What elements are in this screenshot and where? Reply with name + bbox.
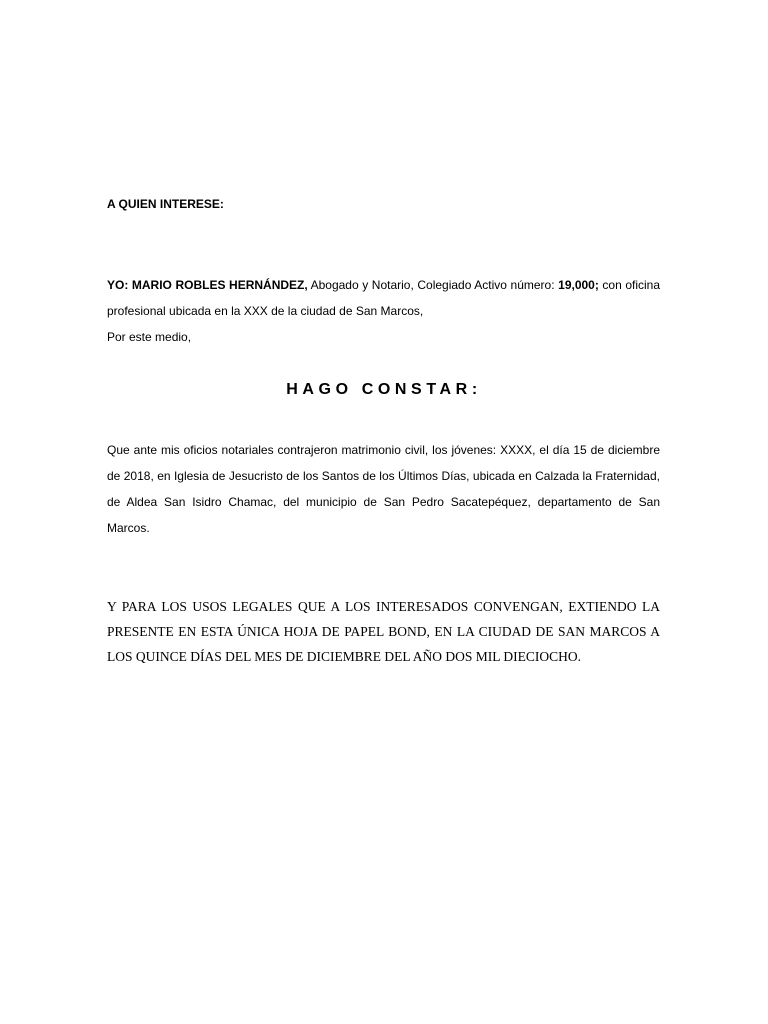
page-title: HAGO CONSTAR: xyxy=(286,381,482,398)
body-paragraph xyxy=(107,437,660,541)
intro-paragraph xyxy=(107,272,660,350)
registration-number: 19,000; xyxy=(558,278,599,292)
closing-text: Y PARA LOS USOS LEGALES QUE A LOS INTERESADOS CONVENGAN, EXTIENDO LA PRESENTE EN ESTA ÚNICA HOJA DE PAPEL BOND, EN LA CIUDAD DE SAN MARCOS A LOS QUINCE DÍAS DEL MES DE DICIEMBRE DEL AÑO DOS MIL DIECIOCHO. xyxy=(107,599,660,664)
por-este-medio: Por este medio, xyxy=(107,330,192,344)
closing-paragraph xyxy=(107,594,660,669)
office-location: con oficina profesional ubicada en la XXX de la ciudad de San Marcos, xyxy=(107,278,661,318)
body-text: Que ante mis oficios notariales contrajeron matrimonio civil, los jóvenes: XXXX, el día 15 de diciembre de 2018, en Iglesia de Jesucristo de los Santos de los Últimos Días, ubicada en Calzada la Fraternidad, de Aldea San Isidro Chamac, del municipio de San Pedro Sacatepéquez, departamento de San Marcos. xyxy=(107,443,660,535)
intro-statement xyxy=(107,272,660,324)
salutation: A QUIEN INTERESE: xyxy=(107,197,224,211)
notary-title: Abogado y Notario, Colegiado Activo número: xyxy=(307,278,559,292)
notary-name: YO: MARIO ROBLES HERNÁNDEZ, xyxy=(107,278,308,292)
